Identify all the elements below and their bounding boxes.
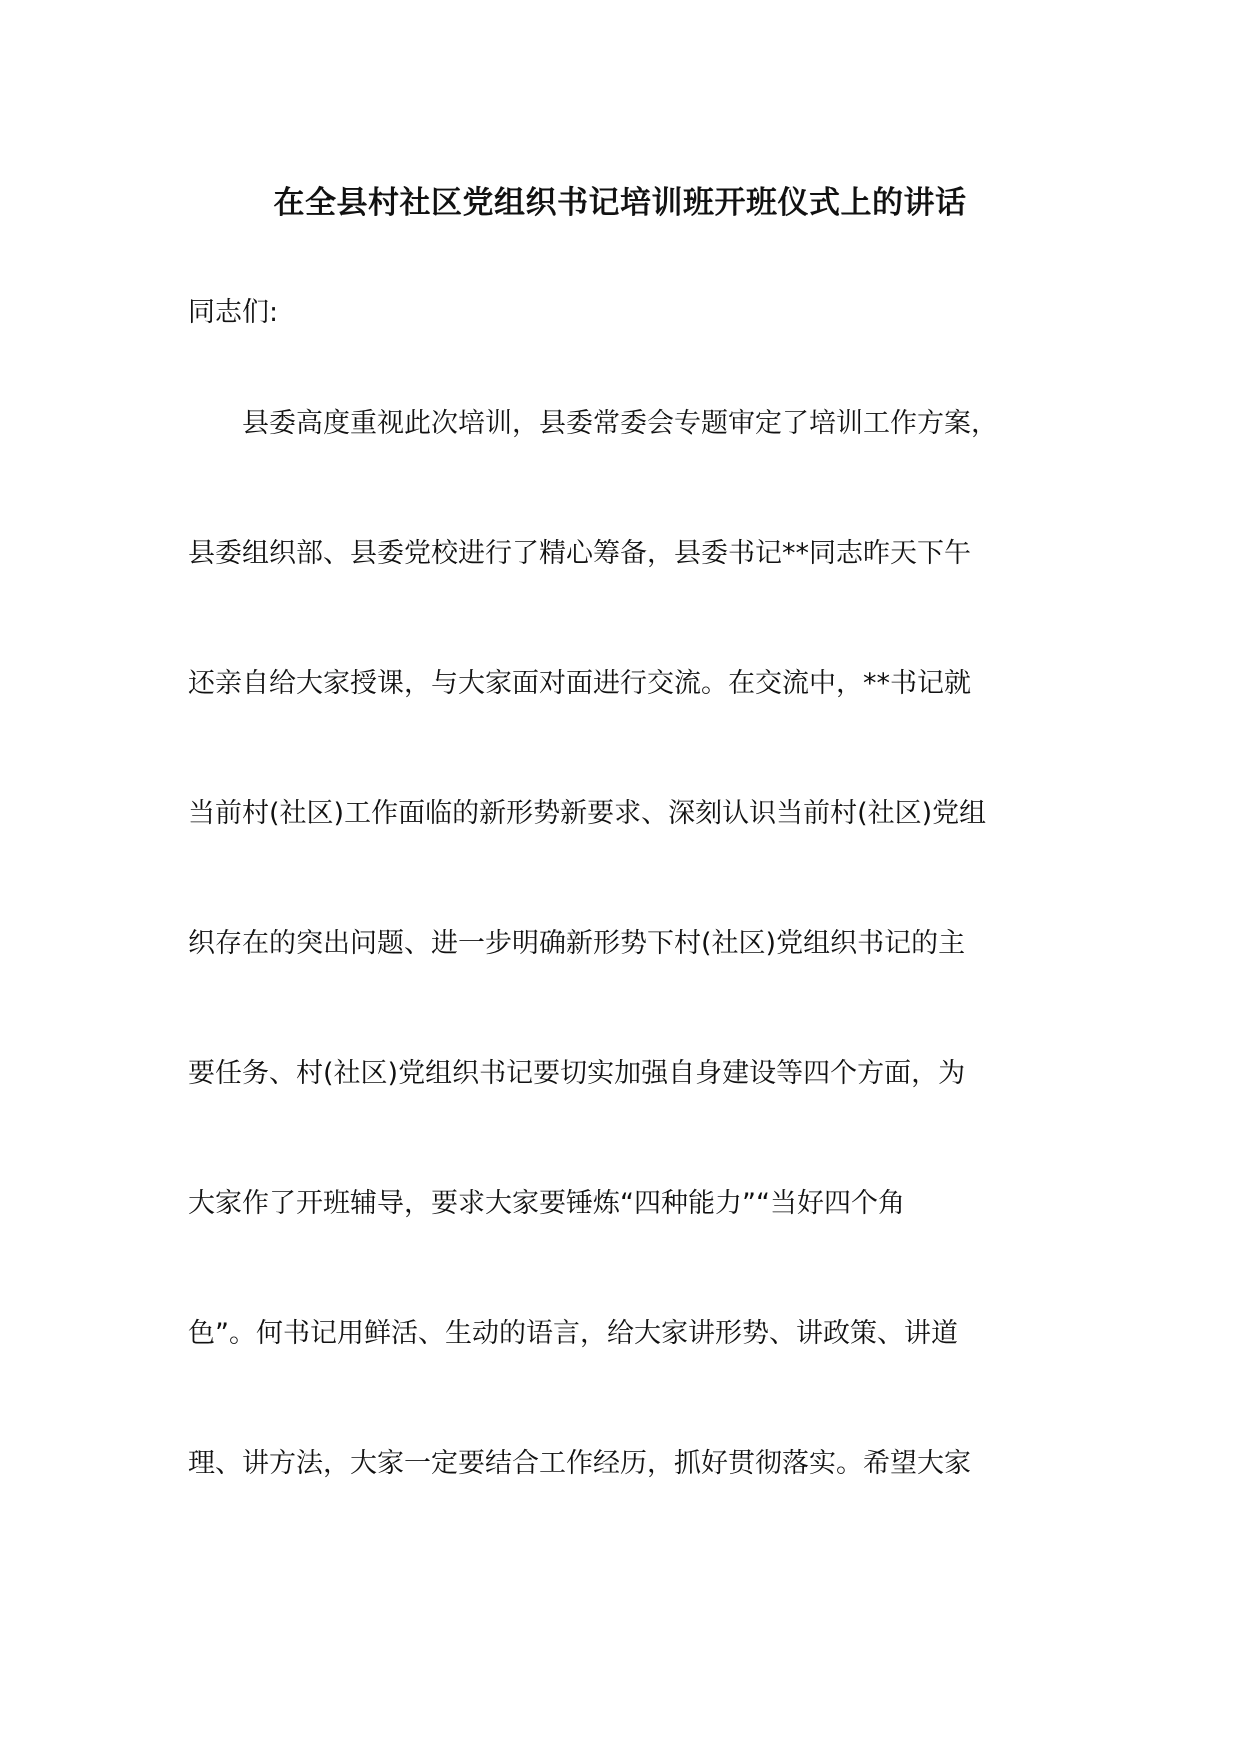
body-line: 县委高度重视此次培训，县委常委会专题审定了培训工作方案， xyxy=(242,408,998,439)
body-line: 大家作了开班辅导，要求大家要锤炼“四种能力”“当好四个角 xyxy=(188,1188,905,1219)
salutation: 同志们: xyxy=(188,297,279,328)
body-line: 还亲自给大家授课，与大家面对面进行交流。在交流中，**书记就 xyxy=(188,668,971,699)
body-line: 色”。何书记用鲜活、生动的语言，给大家讲形势、讲政策、讲道 xyxy=(188,1318,958,1349)
body-line: 理、讲方法，大家一定要结合工作经历，抓好贯彻落实。希望大家 xyxy=(188,1448,971,1479)
body-line: 当前村(社区)工作面临的新形势新要求、深刻认识当前村(社区)党组 xyxy=(188,798,987,829)
body-line: 织存在的突出问题、进一步明确新形势下村(社区)党组织书记的主 xyxy=(188,928,966,959)
body-line: 要任务、村(社区)党组织书记要切实加强自身建设等四个方面，为 xyxy=(188,1058,966,1089)
document-title: 在全县村社区党组织书记培训班开班仪式上的讲话 xyxy=(273,185,967,221)
body-line: 县委组织部、县委党校进行了精心筹备，县委书记**同志昨天下午 xyxy=(188,538,971,569)
